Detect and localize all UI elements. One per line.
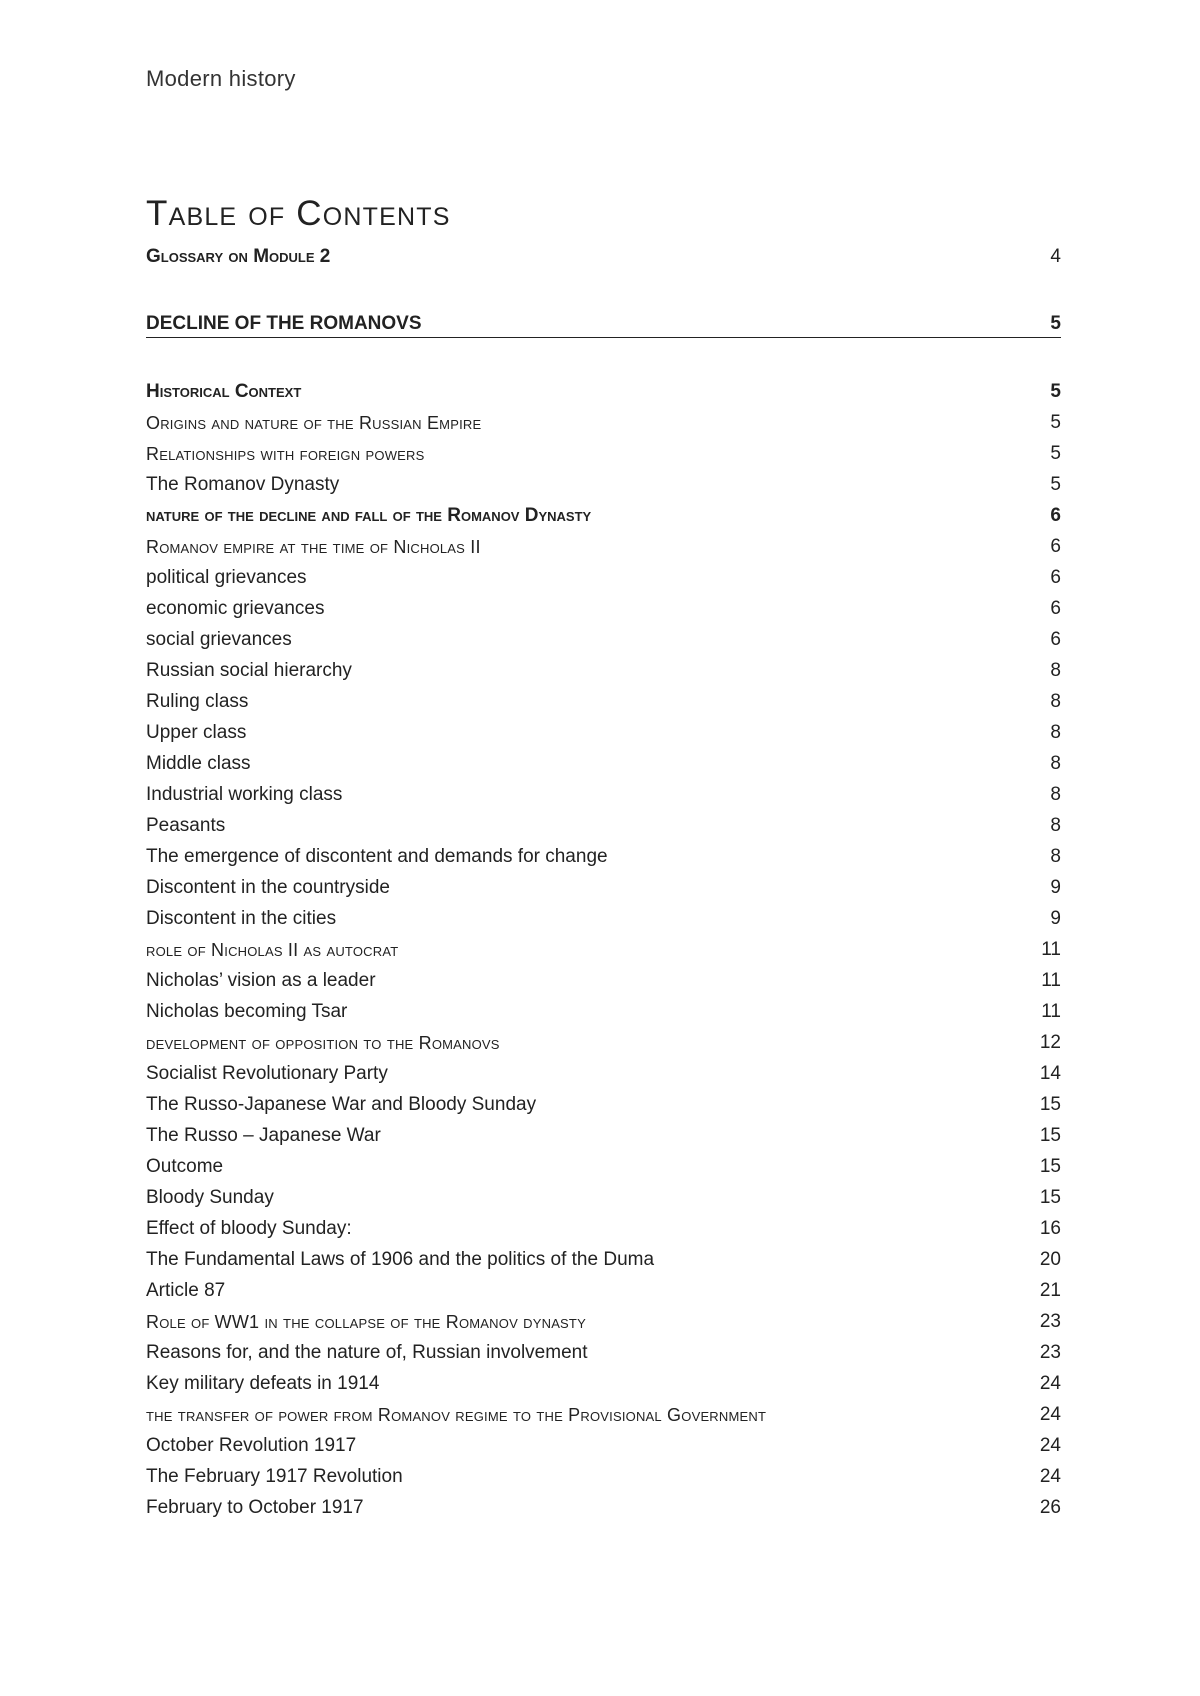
toc-entry-page: 15 <box>1039 1094 1061 1115</box>
toc-entry-page: 24 <box>1039 1373 1061 1394</box>
toc-entry-romanov-dynasty[interactable] <box>146 467 1061 497</box>
toc-entry-page: 8 <box>1050 846 1061 867</box>
toc-entry-historical-context[interactable] <box>146 374 1061 404</box>
toc-entry-label: Origins and nature of the Russian Empire <box>146 413 482 433</box>
toc-entry-page: 15 <box>1039 1156 1061 1177</box>
toc-entry-page: 8 <box>1050 784 1061 805</box>
toc-entry-page: 11 <box>1041 1001 1061 1022</box>
toc-entry-label: Nicholas becoming Tsar <box>146 1001 348 1022</box>
toc-entry-page: 8 <box>1050 815 1061 836</box>
toc-entry-label: Role of WW1 in the collapse of the Romanov dynasty <box>146 1312 586 1332</box>
toc-entry-romanov-empire-nicholas[interactable] <box>146 529 1061 559</box>
toc-entry-page: 5 <box>1050 412 1061 433</box>
toc-entry-page: 6 <box>1050 536 1061 557</box>
toc-entry-page: 8 <box>1050 691 1061 712</box>
toc-entry-page: 15 <box>1039 1187 1061 1208</box>
toc-entry-fundamental-laws[interactable] <box>146 1242 1061 1272</box>
toc-entry-page: 9 <box>1050 877 1061 898</box>
toc-entry-label: The February 1917 Revolution <box>146 1466 403 1487</box>
toc-entry-upper-class[interactable] <box>146 715 1061 745</box>
toc-entry-label: economic grievances <box>146 598 325 619</box>
running-header: Modern history <box>146 66 296 91</box>
toc-entry-page: 14 <box>1039 1063 1061 1084</box>
toc-entry-label: Industrial working class <box>146 784 343 805</box>
toc-title: Table of Contents <box>146 194 451 233</box>
toc-entry-label: Socialist Revolutionary Party <box>146 1063 388 1084</box>
toc-entry-transfer-of-power[interactable] <box>146 1397 1061 1427</box>
toc-entry-nicholas-vision[interactable] <box>146 963 1061 993</box>
toc-entry-middle-class[interactable] <box>146 746 1061 776</box>
toc-entry-page: 23 <box>1039 1311 1061 1332</box>
toc-entry-political-grievances[interactable] <box>146 560 1061 590</box>
toc-entry-page: 6 <box>1050 629 1061 650</box>
toc-entry-page: 4 <box>1050 246 1061 267</box>
toc-entry-label: Article 87 <box>146 1280 226 1301</box>
toc-entry-label: The Fundamental Laws of 1906 and the politics of the Duma <box>146 1249 655 1270</box>
toc-entry-label: The Russo-Japanese War and Bloody Sunday <box>146 1094 537 1115</box>
toc-entry-emergence-of-discontent[interactable] <box>146 839 1061 869</box>
toc-entry-page: 8 <box>1050 660 1061 681</box>
toc-entry-russo-japanese-war[interactable] <box>146 1118 1061 1148</box>
toc-entry-page: 8 <box>1050 753 1061 774</box>
toc-entry-development-of-opposition[interactable] <box>146 1025 1061 1055</box>
toc-entry-page: 26 <box>1039 1497 1061 1518</box>
toc-entry-page: 11 <box>1041 939 1061 960</box>
toc-entry-label: February to October 1917 <box>146 1497 364 1518</box>
toc-entry-label: Russian social hierarchy <box>146 660 352 681</box>
toc-entry-label: Peasants <box>146 815 226 836</box>
toc-entry-label: Outcome <box>146 1156 224 1177</box>
toc-entry-decline-of-the-romanovs[interactable] <box>146 306 1061 338</box>
toc-entry-russo-japanese-war-bloody-sunday[interactable] <box>146 1087 1061 1117</box>
toc-entry-origins-russian-empire[interactable] <box>146 405 1061 435</box>
toc-entry-page: 24 <box>1039 1435 1061 1456</box>
toc-entry-page: 23 <box>1039 1342 1061 1363</box>
toc-entry-page: 9 <box>1050 908 1061 929</box>
toc-entry-page: 16 <box>1039 1218 1061 1239</box>
toc-entry-outcome[interactable] <box>146 1149 1061 1179</box>
toc-entry-label: Bloody Sunday <box>146 1187 274 1208</box>
toc-entry-label: October Revolution 1917 <box>146 1435 357 1456</box>
toc-entry-discontent-cities[interactable] <box>146 901 1061 931</box>
toc-entry-label: Nicholas’ vision as a leader <box>146 970 376 991</box>
toc-entry-page: 6 <box>1050 567 1061 588</box>
toc-entry-label: Glossary on Module 2 <box>146 246 331 267</box>
toc-entry-label: Upper class <box>146 722 247 743</box>
toc-entry-label: DECLINE OF THE ROMANOVS <box>146 313 422 334</box>
toc-entry-label: Relationships with foreign powers <box>146 444 425 464</box>
toc-entry-nature-of-decline[interactable] <box>146 498 1061 528</box>
toc-entry-page: 24 <box>1039 1466 1061 1487</box>
toc-entry-page: 6 <box>1050 598 1061 619</box>
toc-entry-page: 5 <box>1050 381 1061 402</box>
toc-entry-role-of-ww1[interactable] <box>146 1304 1061 1334</box>
toc-entry-key-military-defeats[interactable] <box>146 1366 1061 1396</box>
toc-entry-social-hierarchy[interactable] <box>146 653 1061 683</box>
toc-entry-label: The emergence of discontent and demands for change <box>146 846 608 867</box>
toc-entry-label: political grievances <box>146 567 307 588</box>
toc-entry-bloody-sunday[interactable] <box>146 1180 1061 1210</box>
toc-entry-page: 12 <box>1039 1032 1061 1053</box>
toc-entry-label: Ruling class <box>146 691 249 712</box>
toc-entry-page: 15 <box>1039 1125 1061 1146</box>
toc-entry-label: development of opposition to the Romanovs <box>146 1033 500 1053</box>
toc-entry-february-revolution[interactable] <box>146 1459 1061 1489</box>
toc-entry-glossary[interactable] <box>146 239 1061 269</box>
toc-entry-social-grievances[interactable] <box>146 622 1061 652</box>
toc-entry-nicholas-becoming-tsar[interactable] <box>146 994 1061 1024</box>
toc-entry-ruling-class[interactable] <box>146 684 1061 714</box>
toc-entry-label: Reasons for, and the nature of, Russian involvement <box>146 1342 588 1363</box>
toc-entry-label: Discontent in the cities <box>146 908 337 929</box>
toc-entry-article-87[interactable] <box>146 1273 1061 1303</box>
toc-entry-october-revolution[interactable] <box>146 1428 1061 1458</box>
toc-entry-page: 5 <box>1050 474 1061 495</box>
toc-entry-page: 11 <box>1041 970 1061 991</box>
toc-entry-label: Middle class <box>146 753 251 774</box>
toc-entry-label: nature of the decline and fall of the Romanov Dynasty <box>146 505 592 526</box>
toc-entry-page: 24 <box>1039 1404 1061 1425</box>
toc-entry-label: social grievances <box>146 629 292 650</box>
toc-entry-russian-involvement[interactable] <box>146 1335 1061 1365</box>
toc-entry-label: the transfer of power from Romanov regime to the Provisional Government <box>146 1405 767 1425</box>
toc-entry-label: Romanov empire at the time of Nicholas II <box>146 537 481 557</box>
toc-entry-effect-of-bloody-sunday[interactable] <box>146 1211 1061 1241</box>
toc-entry-label: The Romanov Dynasty <box>146 474 340 495</box>
toc-entry-page: 5 <box>1050 443 1061 464</box>
toc-entry-peasants[interactable] <box>146 808 1061 838</box>
toc-entry-economic-grievances[interactable] <box>146 591 1061 621</box>
table-of-contents <box>146 0 1061 1696</box>
toc-entry-page: 21 <box>1039 1280 1061 1301</box>
toc-entry-page: 8 <box>1050 722 1061 743</box>
toc-entry-role-of-nicholas[interactable] <box>146 932 1061 962</box>
toc-entry-page: 6 <box>1050 505 1061 526</box>
toc-entry-label: The Russo – Japanese War <box>146 1125 381 1146</box>
toc-entry-label: Historical Context <box>146 381 302 402</box>
toc-entry-socialist-revolutionary-party[interactable] <box>146 1056 1061 1086</box>
toc-entry-february-to-october[interactable] <box>146 1490 1061 1520</box>
toc-entry-label: role of Nicholas II as autocrat <box>146 940 399 960</box>
toc-entry-label: Effect of bloody Sunday: <box>146 1218 352 1239</box>
toc-entry-page: 20 <box>1039 1249 1061 1270</box>
toc-entry-page: 5 <box>1050 313 1061 334</box>
toc-entry-discontent-countryside[interactable] <box>146 870 1061 900</box>
toc-entry-label: Key military defeats in 1914 <box>146 1373 380 1394</box>
toc-entry-label: Discontent in the countryside <box>146 877 390 898</box>
toc-entry-foreign-powers[interactable] <box>146 436 1061 466</box>
toc-entry-industrial-working-class[interactable] <box>146 777 1061 807</box>
